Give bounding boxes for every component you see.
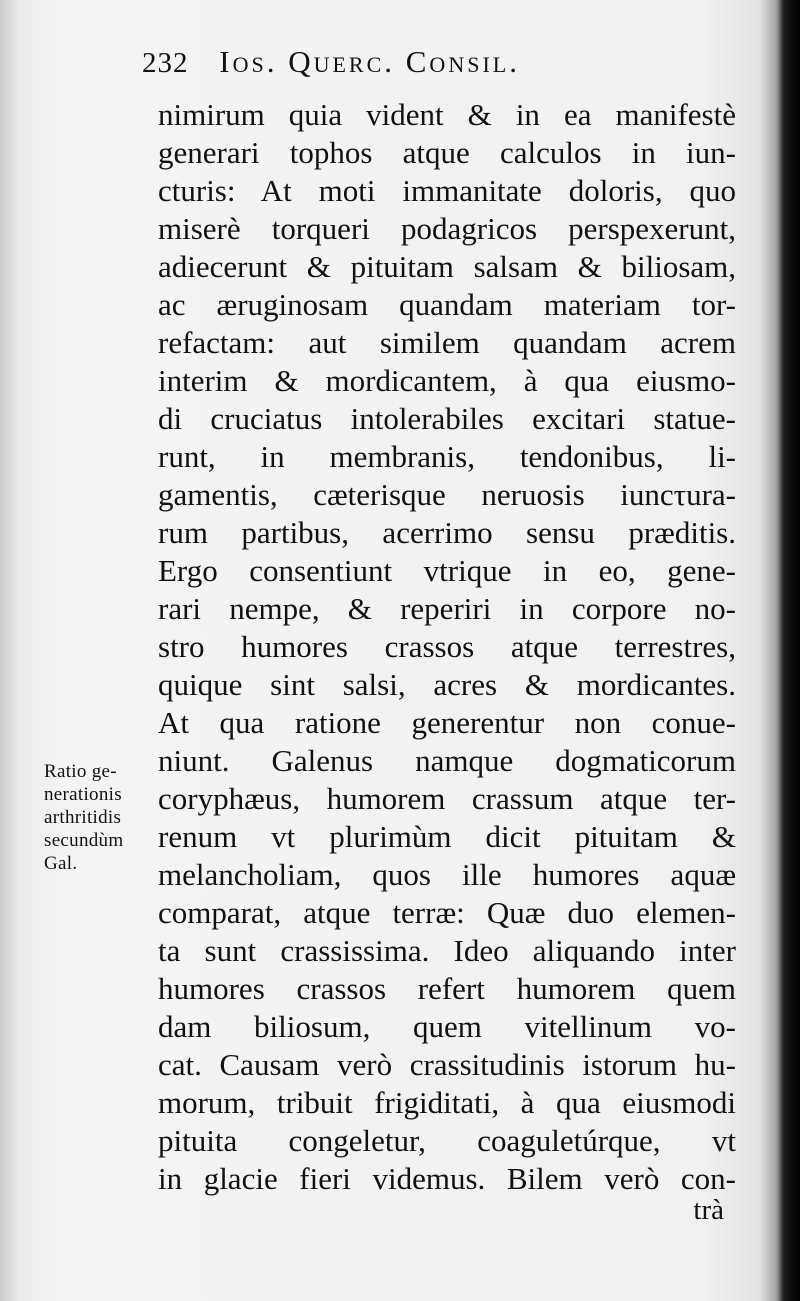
text-line: in glacie fieri videmus. Bilem verò con- (158, 1161, 736, 1196)
text-line: pituita congeletur, coaguletúrque, vt (158, 1123, 736, 1158)
text-line: humores crassos refert humorem quem (158, 971, 736, 1006)
text-line: miserè torqueri podagricos perspexerunt, (158, 211, 736, 246)
marginal-note-line: arthritidis (44, 807, 122, 828)
text-line: runt, in membranis, tendonibus, li- (158, 439, 736, 474)
text-line: nimirum quia vident & in ea manifestè (158, 97, 736, 132)
text-line: generari tophos atque calculos in iun- (158, 135, 736, 170)
text-line: At qua ratione generentur non conue- (158, 705, 736, 740)
text-line: dam biliosum, quem vitellinum vo- (158, 1009, 736, 1044)
page-number: 232 (142, 47, 189, 79)
marginal-note-line: nerationis (44, 784, 122, 805)
text-line: cat. Causam verò crassitudinis istorum hu- (158, 1047, 736, 1082)
text-line: di cruciatus intolerabiles excitari statue- (158, 401, 736, 436)
text-line: adiecerunt & pituitam salsam & biliosam, (158, 249, 736, 284)
marginal-note-line: Ratio ge- (44, 761, 117, 782)
text-line: refactam: aut similem quandam acrem (158, 325, 736, 360)
text-line: gamentis, cæterisque neruosis iuncτura- (158, 477, 736, 512)
text-line: melancholiam, quos ille humores aquæ (158, 857, 736, 892)
text-line: rum partibus, acerrimo sensu præditis. (158, 515, 736, 550)
text-line: quique sint salsi, acres & mordicantes. (158, 667, 736, 702)
text-line: interim & mordicantem, à qua eiusmo- (158, 363, 736, 398)
text-line: coryphæus, humorem crassum atque ter- (158, 781, 736, 816)
text-line: rari nempe, & reperiri in corpore no- (158, 591, 736, 626)
text-line: comparat, atque terræ: Quæ duo elemen- (158, 895, 736, 930)
marginal-note-line: Gal. (44, 853, 78, 874)
page-gutter-shadow (776, 0, 800, 1301)
marginal-note (44, 760, 156, 875)
catchword: trà (693, 1194, 724, 1226)
text-line: renum vt plurimùm dicit pituitam & (158, 819, 736, 854)
text-line: niunt. Galenus namque dogmaticorum (158, 743, 736, 778)
running-title: Ios. Querc. Consil. (219, 44, 520, 79)
marginal-note-line: secundùm (44, 830, 124, 851)
text-line: cturis: At moti immanitate doloris, quo (158, 173, 736, 208)
text-line: morum, tribuit frigiditati, à qua eiusmodi (158, 1085, 736, 1120)
running-head (142, 44, 742, 86)
text-line: ac æruginosam quandam materiam tor- (158, 287, 736, 322)
text-line: Ergo consentiunt vtrique in eo, gene- (158, 553, 736, 588)
text-line: stro humores crassos atque terrestres, (158, 629, 736, 664)
text-line: ta sunt crassissima. Ideo aliquando inter (158, 933, 736, 968)
body-text (158, 96, 738, 1246)
